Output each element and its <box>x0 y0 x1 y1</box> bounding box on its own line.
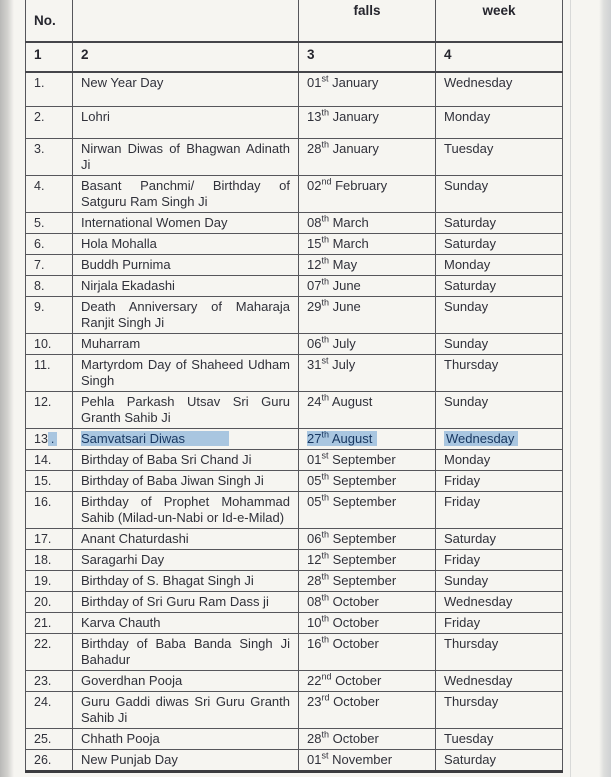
row-number-cell: 24. <box>26 692 73 729</box>
table-row <box>26 550 563 571</box>
row-number-cell: 7. <box>26 255 73 276</box>
weekday-cell: Friday <box>436 471 563 492</box>
weekday-cell: Wednesday <box>436 72 563 107</box>
weekday-cell: Wednesday <box>436 671 563 692</box>
row-number-cell: 2. <box>26 107 73 139</box>
holiday-name-cell: Anant Chaturdashi <box>73 529 299 550</box>
table-row <box>26 613 563 634</box>
row-number-cell: 12. <box>26 392 73 429</box>
column-number-1: 1 <box>26 42 73 72</box>
row-number-cell: 9. <box>26 297 73 334</box>
weekday-cell: Thursday <box>436 355 563 392</box>
table-row <box>26 276 563 297</box>
holiday-table-body <box>26 72 563 772</box>
table-row <box>26 692 563 729</box>
table-row <box>26 471 563 492</box>
header-no-label: No. <box>26 0 73 42</box>
date-cell: 31st July <box>299 355 436 392</box>
weekday-cell: Wednesday <box>436 592 563 613</box>
date-cell: 07th June <box>299 276 436 297</box>
scan-edge-left <box>0 0 14 777</box>
table-row <box>26 750 563 772</box>
holiday-name-cell: Pehla Parkash Utsav Sri Guru Granth Sahib Ji <box>73 392 299 429</box>
header-falls-label: falls <box>299 0 436 42</box>
row-number-cell: 6. <box>26 234 73 255</box>
date-cell: 28th September <box>299 571 436 592</box>
holiday-name-cell: Birthday of Baba Sri Chand Ji <box>73 450 299 471</box>
holiday-name-cell: International Women Day <box>73 213 299 234</box>
date-cell: 05th September <box>299 492 436 529</box>
row-number-cell: 16. <box>26 492 73 529</box>
table-row <box>26 255 563 276</box>
row-number-cell: 1. <box>26 72 73 107</box>
scan-crease-line <box>570 0 571 777</box>
date-cell: 16th October <box>299 634 436 671</box>
weekday-cell: Wednesday <box>436 429 563 450</box>
date-cell: 02nd February <box>299 176 436 213</box>
date-cell: 01st September <box>299 450 436 471</box>
weekday-cell: Friday <box>436 492 563 529</box>
header-name-cell-empty <box>73 0 299 42</box>
weekday-cell: Saturday <box>436 276 563 297</box>
table-row <box>26 234 563 255</box>
weekday-cell: Sunday <box>436 297 563 334</box>
table-row <box>26 634 563 671</box>
row-number-cell: 13 . <box>26 429 73 450</box>
weekday-cell: Saturday <box>436 213 563 234</box>
holiday-name-cell: Death Anniversary of Maharaja Ranjit Singh Ji <box>73 297 299 334</box>
row-number-cell: 23. <box>26 671 73 692</box>
row-number-cell: 25. <box>26 729 73 750</box>
row-number-cell: 14. <box>26 450 73 471</box>
date-cell: 01st November <box>299 750 436 772</box>
table-row <box>26 213 563 234</box>
row-number-cell: 3. <box>26 139 73 176</box>
row-number-cell: 22. <box>26 634 73 671</box>
row-number-cell: 21. <box>26 613 73 634</box>
table-row <box>26 176 563 213</box>
column-number-row <box>26 42 563 72</box>
row-number-cell: 26. <box>26 750 73 772</box>
scan-edge-right <box>599 0 611 777</box>
date-cell: 13th January <box>299 107 436 139</box>
holiday-name-cell: Lohri <box>73 107 299 139</box>
row-number-cell: 11. <box>26 355 73 392</box>
date-cell: 12th September <box>299 550 436 571</box>
weekday-cell: Tuesday <box>436 729 563 750</box>
holiday-name-cell: Saragarhi Day <box>73 550 299 571</box>
weekday-cell: Thursday <box>436 692 563 729</box>
holiday-name-cell: Goverdhan Pooja <box>73 671 299 692</box>
row-number-cell: 8. <box>26 276 73 297</box>
date-cell: 06th July <box>299 334 436 355</box>
date-cell: 24th August <box>299 392 436 429</box>
holiday-name-cell: Samvatsari Diwas <box>73 429 299 450</box>
table-row <box>26 529 563 550</box>
date-cell: 28th October <box>299 729 436 750</box>
holiday-name-cell: Birthday of S. Bhagat Singh Ji <box>73 571 299 592</box>
row-number-cell: 17. <box>26 529 73 550</box>
date-cell: 10th October <box>299 613 436 634</box>
date-cell: 29th June <box>299 297 436 334</box>
holiday-name-cell: New Year Day <box>73 72 299 107</box>
table-row <box>26 334 563 355</box>
holiday-name-cell: Birthday of Baba Banda Singh Ji Bahadur <box>73 634 299 671</box>
table-row <box>26 107 563 139</box>
table-row <box>26 592 563 613</box>
table-row <box>26 297 563 334</box>
date-cell: 08th October <box>299 592 436 613</box>
date-cell: 15th March <box>299 234 436 255</box>
weekday-cell: Monday <box>436 255 563 276</box>
weekday-cell: Saturday <box>436 234 563 255</box>
date-cell: 28th January <box>299 139 436 176</box>
holiday-name-cell: Birthday of Sri Guru Ram Dass ji <box>73 592 299 613</box>
row-number-cell: 15. <box>26 471 73 492</box>
row-number-cell: 20. <box>26 592 73 613</box>
date-cell: 12th May <box>299 255 436 276</box>
table-row <box>26 729 563 750</box>
table-row <box>26 72 563 107</box>
weekday-cell: Sunday <box>436 392 563 429</box>
column-number-4: 4 <box>436 42 563 72</box>
table-row <box>26 492 563 529</box>
holiday-name-cell: Buddh Purnima <box>73 255 299 276</box>
table-row <box>26 355 563 392</box>
table-row <box>26 450 563 471</box>
weekday-cell: Saturday <box>436 529 563 550</box>
table-header-row <box>26 0 563 42</box>
holiday-table <box>25 0 563 773</box>
holiday-name-cell: Karva Chauth <box>73 613 299 634</box>
row-number-cell: 18. <box>26 550 73 571</box>
date-cell: 27th August <box>299 429 436 450</box>
holiday-name-cell: Birthday of Baba Jiwan Singh Ji <box>73 471 299 492</box>
weekday-cell: Sunday <box>436 334 563 355</box>
weekday-cell: Monday <box>436 107 563 139</box>
holiday-name-cell: Hola Mohalla <box>73 234 299 255</box>
holiday-name-cell: Chhath Pooja <box>73 729 299 750</box>
holiday-name-cell: Nirjala Ekadashi <box>73 276 299 297</box>
row-number-cell: 4. <box>26 176 73 213</box>
column-number-2: 2 <box>73 42 299 72</box>
weekday-cell: Thursday <box>436 634 563 671</box>
table-row <box>26 571 563 592</box>
row-number-cell: 5. <box>26 213 73 234</box>
date-cell: 05th September <box>299 471 436 492</box>
date-cell: 22nd October <box>299 671 436 692</box>
row-number-cell: 10. <box>26 334 73 355</box>
weekday-cell: Saturday <box>436 750 563 772</box>
date-cell: 06th September <box>299 529 436 550</box>
holiday-name-cell: Muharram <box>73 334 299 355</box>
holiday-name-cell: Guru Gaddi diwas Sri Guru Granth Sahib Ji <box>73 692 299 729</box>
holiday-name-cell: Martyrdom Day of Shaheed Udham Singh <box>73 355 299 392</box>
weekday-cell: Monday <box>436 450 563 471</box>
row-number-cell: 19. <box>26 571 73 592</box>
holiday-name-cell: Nirwan Diwas of Bhagwan Adinath Ji <box>73 139 299 176</box>
date-cell: 01st January <box>299 72 436 107</box>
weekday-cell: Sunday <box>436 571 563 592</box>
table-row <box>26 671 563 692</box>
weekday-cell: Friday <box>436 613 563 634</box>
date-cell: 23rd October <box>299 692 436 729</box>
table-row <box>26 429 563 450</box>
table-row <box>26 139 563 176</box>
table-row <box>26 392 563 429</box>
weekday-cell: Friday <box>436 550 563 571</box>
column-number-3: 3 <box>299 42 436 72</box>
weekday-cell: Tuesday <box>436 139 563 176</box>
holiday-name-cell: Basant Panchmi/ Birthday of Satguru Ram Singh Ji <box>73 176 299 213</box>
holiday-name-cell: New Punjab Day <box>73 750 299 772</box>
weekday-cell: Sunday <box>436 176 563 213</box>
date-cell: 08th March <box>299 213 436 234</box>
holiday-name-cell: Birthday of Prophet Mohammad Sahib (Milad-un-Nabi or Id-e-Milad) <box>73 492 299 529</box>
header-week-label: week <box>436 0 563 42</box>
